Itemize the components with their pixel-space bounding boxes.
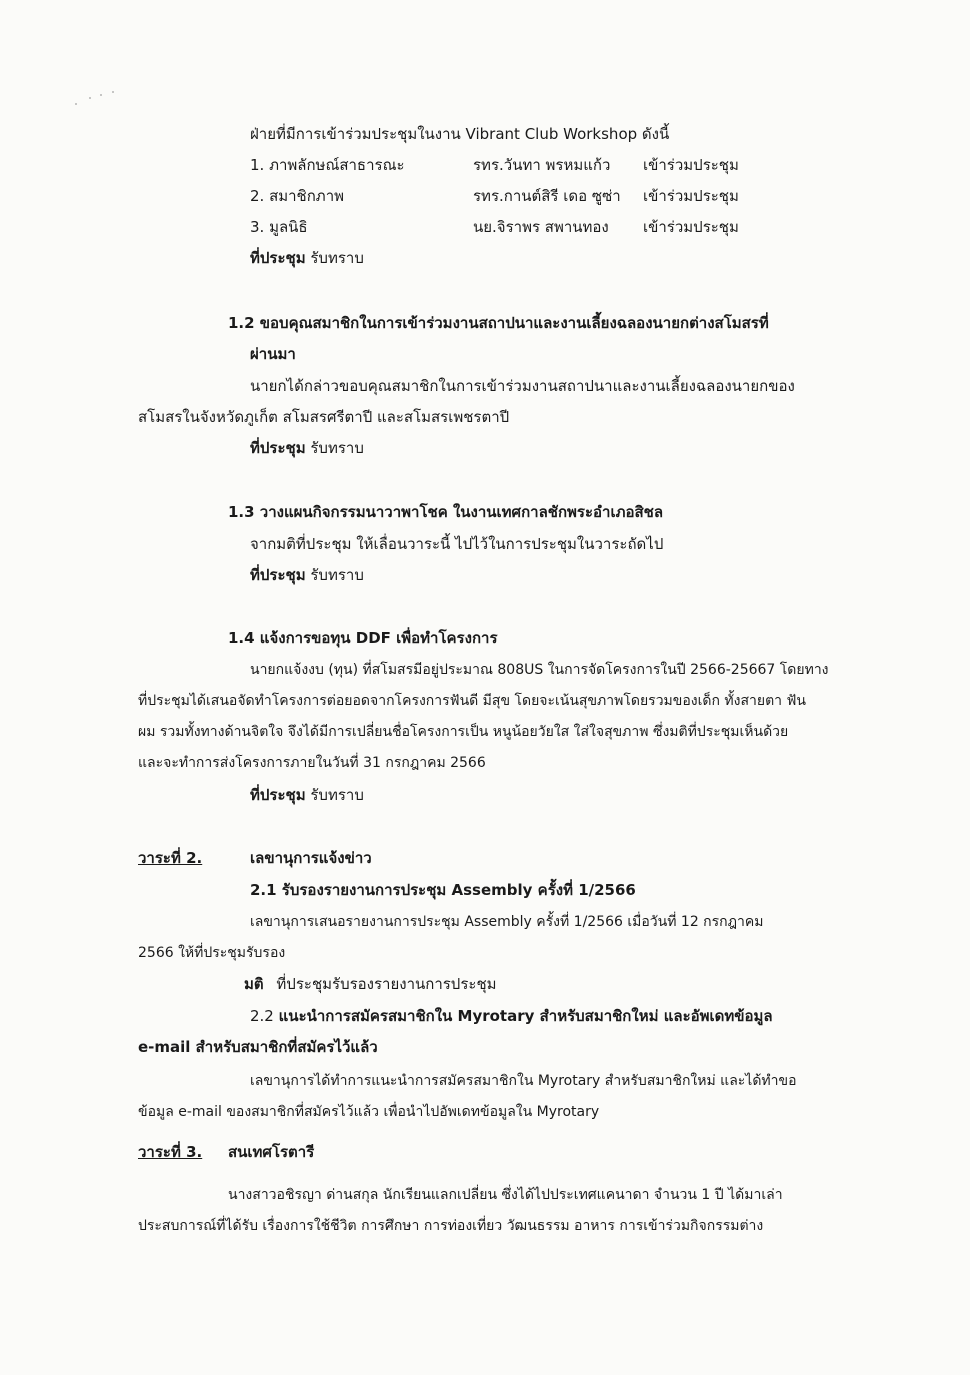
paragraph-line: จากมติที่ประชุม ให้เลื่อนวาระนี้ ไปไว้ในการประชุมในวาระถัดไป	[250, 535, 664, 553]
ack-label: ที่ประชุม	[250, 566, 306, 584]
paragraph-line: ข้อมูล e-mail ของสมาชิกที่สมัครไว้แล้ว เพื่อนำไปอัพเดทข้อมูลใน Myrotary	[138, 1104, 600, 1120]
resolution	[244, 974, 497, 996]
ack-text: รับทราบ	[310, 786, 364, 804]
resolution-label: มติ	[244, 975, 264, 993]
subsection-heading	[250, 1006, 773, 1028]
paragraph-line: 2566 ให้ที่ประชุมรับรอง	[138, 945, 286, 961]
scan-speck	[75, 103, 77, 105]
ack-text: รับทราบ	[310, 249, 364, 267]
section-heading-cont: ผ่านมา	[250, 345, 296, 363]
meeting-acknowledgement	[250, 565, 364, 587]
meeting-acknowledgement	[250, 785, 364, 807]
agenda-title: สนเทศโรตารี	[228, 1143, 315, 1161]
scan-speck	[89, 97, 91, 99]
paragraph-line: ผม รวมทั้งทางด้านจิตใจ จึงได้มีการเปลี่ยนชื่อโครงการเป็น หนูน้อยวัยใส ใส่ใจสุขภาพ ซึ่งมติที่ประชุมเห็นด้วย	[138, 724, 789, 740]
scan-speck	[100, 94, 102, 96]
paragraph-line: ที่ประชุมได้เสนอจัดทำโครงการต่อยอดจากโครงการฟันดี มีสุข โดยจะเน้นสุขภาพโดยรวมของเด็ก ทั้งสายตา ฟัน	[138, 693, 806, 709]
resolution-text: ที่ประชุมรับรองรายงานการประชุม	[276, 975, 497, 993]
section-heading: 1.3 วางแผนกิจกรรมนาวาพาโชค ในงานเทศกาลชักพระอำเภอสิชล	[228, 503, 664, 521]
workshop-dept: 1. ภาพลักษณ์สาธารณะ	[250, 156, 405, 174]
ack-label: ที่ประชุม	[250, 786, 306, 804]
agenda-label: วาระที่ 2.	[138, 849, 203, 867]
paragraph-line: สโมสรในจังหวัดภูเก็ต สโมสรศรีตาปี และสโมสรเพชรตาปี	[138, 408, 510, 426]
meeting-acknowledgement	[250, 438, 364, 460]
ack-text: รับทราบ	[310, 439, 364, 457]
paragraph-line: นายกแจ้งงบ (ทุน) ที่สโมสรมีอยู่ประมาณ 808US ในการจัดโครงการในปี 2566-25667 โดยทาง	[250, 662, 829, 678]
workshop-person: รทร.วันทา พรหมแก้ว	[473, 156, 611, 174]
subsection-heading: 2.1 รับรองรายงานการประชุม Assembly ครั้งที่ 1/2566	[250, 881, 636, 899]
paragraph-line: เลขานุการเสนอรายงานการประชุม Assembly ครั้งที่ 1/2566 เมื่อวันที่ 12 กรกฎาคม	[250, 914, 764, 930]
scan-speck	[112, 91, 114, 93]
paragraph-line: ประสบการณ์ที่ได้รับ เรื่องการใช้ชีวิต การศึกษา การท่องเที่ยว วัฒนธรรม อาหาร การเข้าร่วมกิจกรรมต่าง	[138, 1218, 764, 1234]
agenda-title: เลขานุการแจ้งข่าว	[250, 849, 372, 867]
workshop-person: รทร.กานต์สิรี เดอ ซูซ่า	[473, 187, 621, 205]
paragraph-line: นายกได้กล่าวขอบคุณสมาชิกในการเข้าร่วมงานสถาปนาและงานเลี้ยงฉลองนายกของ	[250, 377, 795, 395]
paragraph-line: และจะทำการส่งโครงการภายในวันที่ 31 กรกฎาคม 2566	[138, 755, 486, 771]
paragraph-line: นางสาวอชิรญา ด่านสกุล นักเรียนแลกเปลี่ยน ซึ่งได้ไปประเทศแคนาดา จำนวน 1 ปี ได้มาเล่า	[228, 1187, 783, 1203]
agenda-label: วาระที่ 3.	[138, 1143, 203, 1161]
workshop-status: เข้าร่วมประชุม	[643, 187, 739, 205]
paragraph-line: เลขานุการได้ทำการแนะนำการสมัครสมาชิกใน Myrotary สำหรับสมาชิกใหม่ และได้ทำขอ	[250, 1073, 797, 1089]
ack-label: ที่ประชุม	[250, 439, 306, 457]
workshop-status: เข้าร่วมประชุม	[643, 218, 739, 236]
section-heading: 1.2 ขอบคุณสมาชิกในการเข้าร่วมงานสถาปนาและงานเลี้ยงฉลองนายกต่างสโมสรที่	[228, 314, 769, 332]
workshop-intro: ฝ่ายที่มีการเข้าร่วมประชุมในงาน Vibrant Club Workshop ดังนี้	[250, 125, 670, 143]
meeting-acknowledgement	[250, 248, 364, 270]
subsection-heading-text: แนะนำการสมัครสมาชิกใน Myrotary สำหรับสมาชิกใหม่ และอัพเดทข้อมูล	[278, 1007, 773, 1025]
ack-text: รับทราบ	[310, 566, 364, 584]
ack-label: ที่ประชุม	[250, 249, 306, 267]
workshop-status: เข้าร่วมประชุม	[643, 156, 739, 174]
subsection-number: 2.2	[250, 1007, 274, 1025]
section-heading: 1.4 แจ้งการขอทุน DDF เพื่อทำโครงการ	[228, 629, 498, 647]
workshop-dept: 3. มูลนิธิ	[250, 218, 308, 236]
subsection-heading-cont: e-mail สำหรับสมาชิกที่สมัครไว้แล้ว	[138, 1038, 378, 1056]
workshop-dept: 2. สมาชิกภาพ	[250, 187, 345, 205]
workshop-person: นย.จิราพร สพานทอง	[473, 218, 609, 236]
